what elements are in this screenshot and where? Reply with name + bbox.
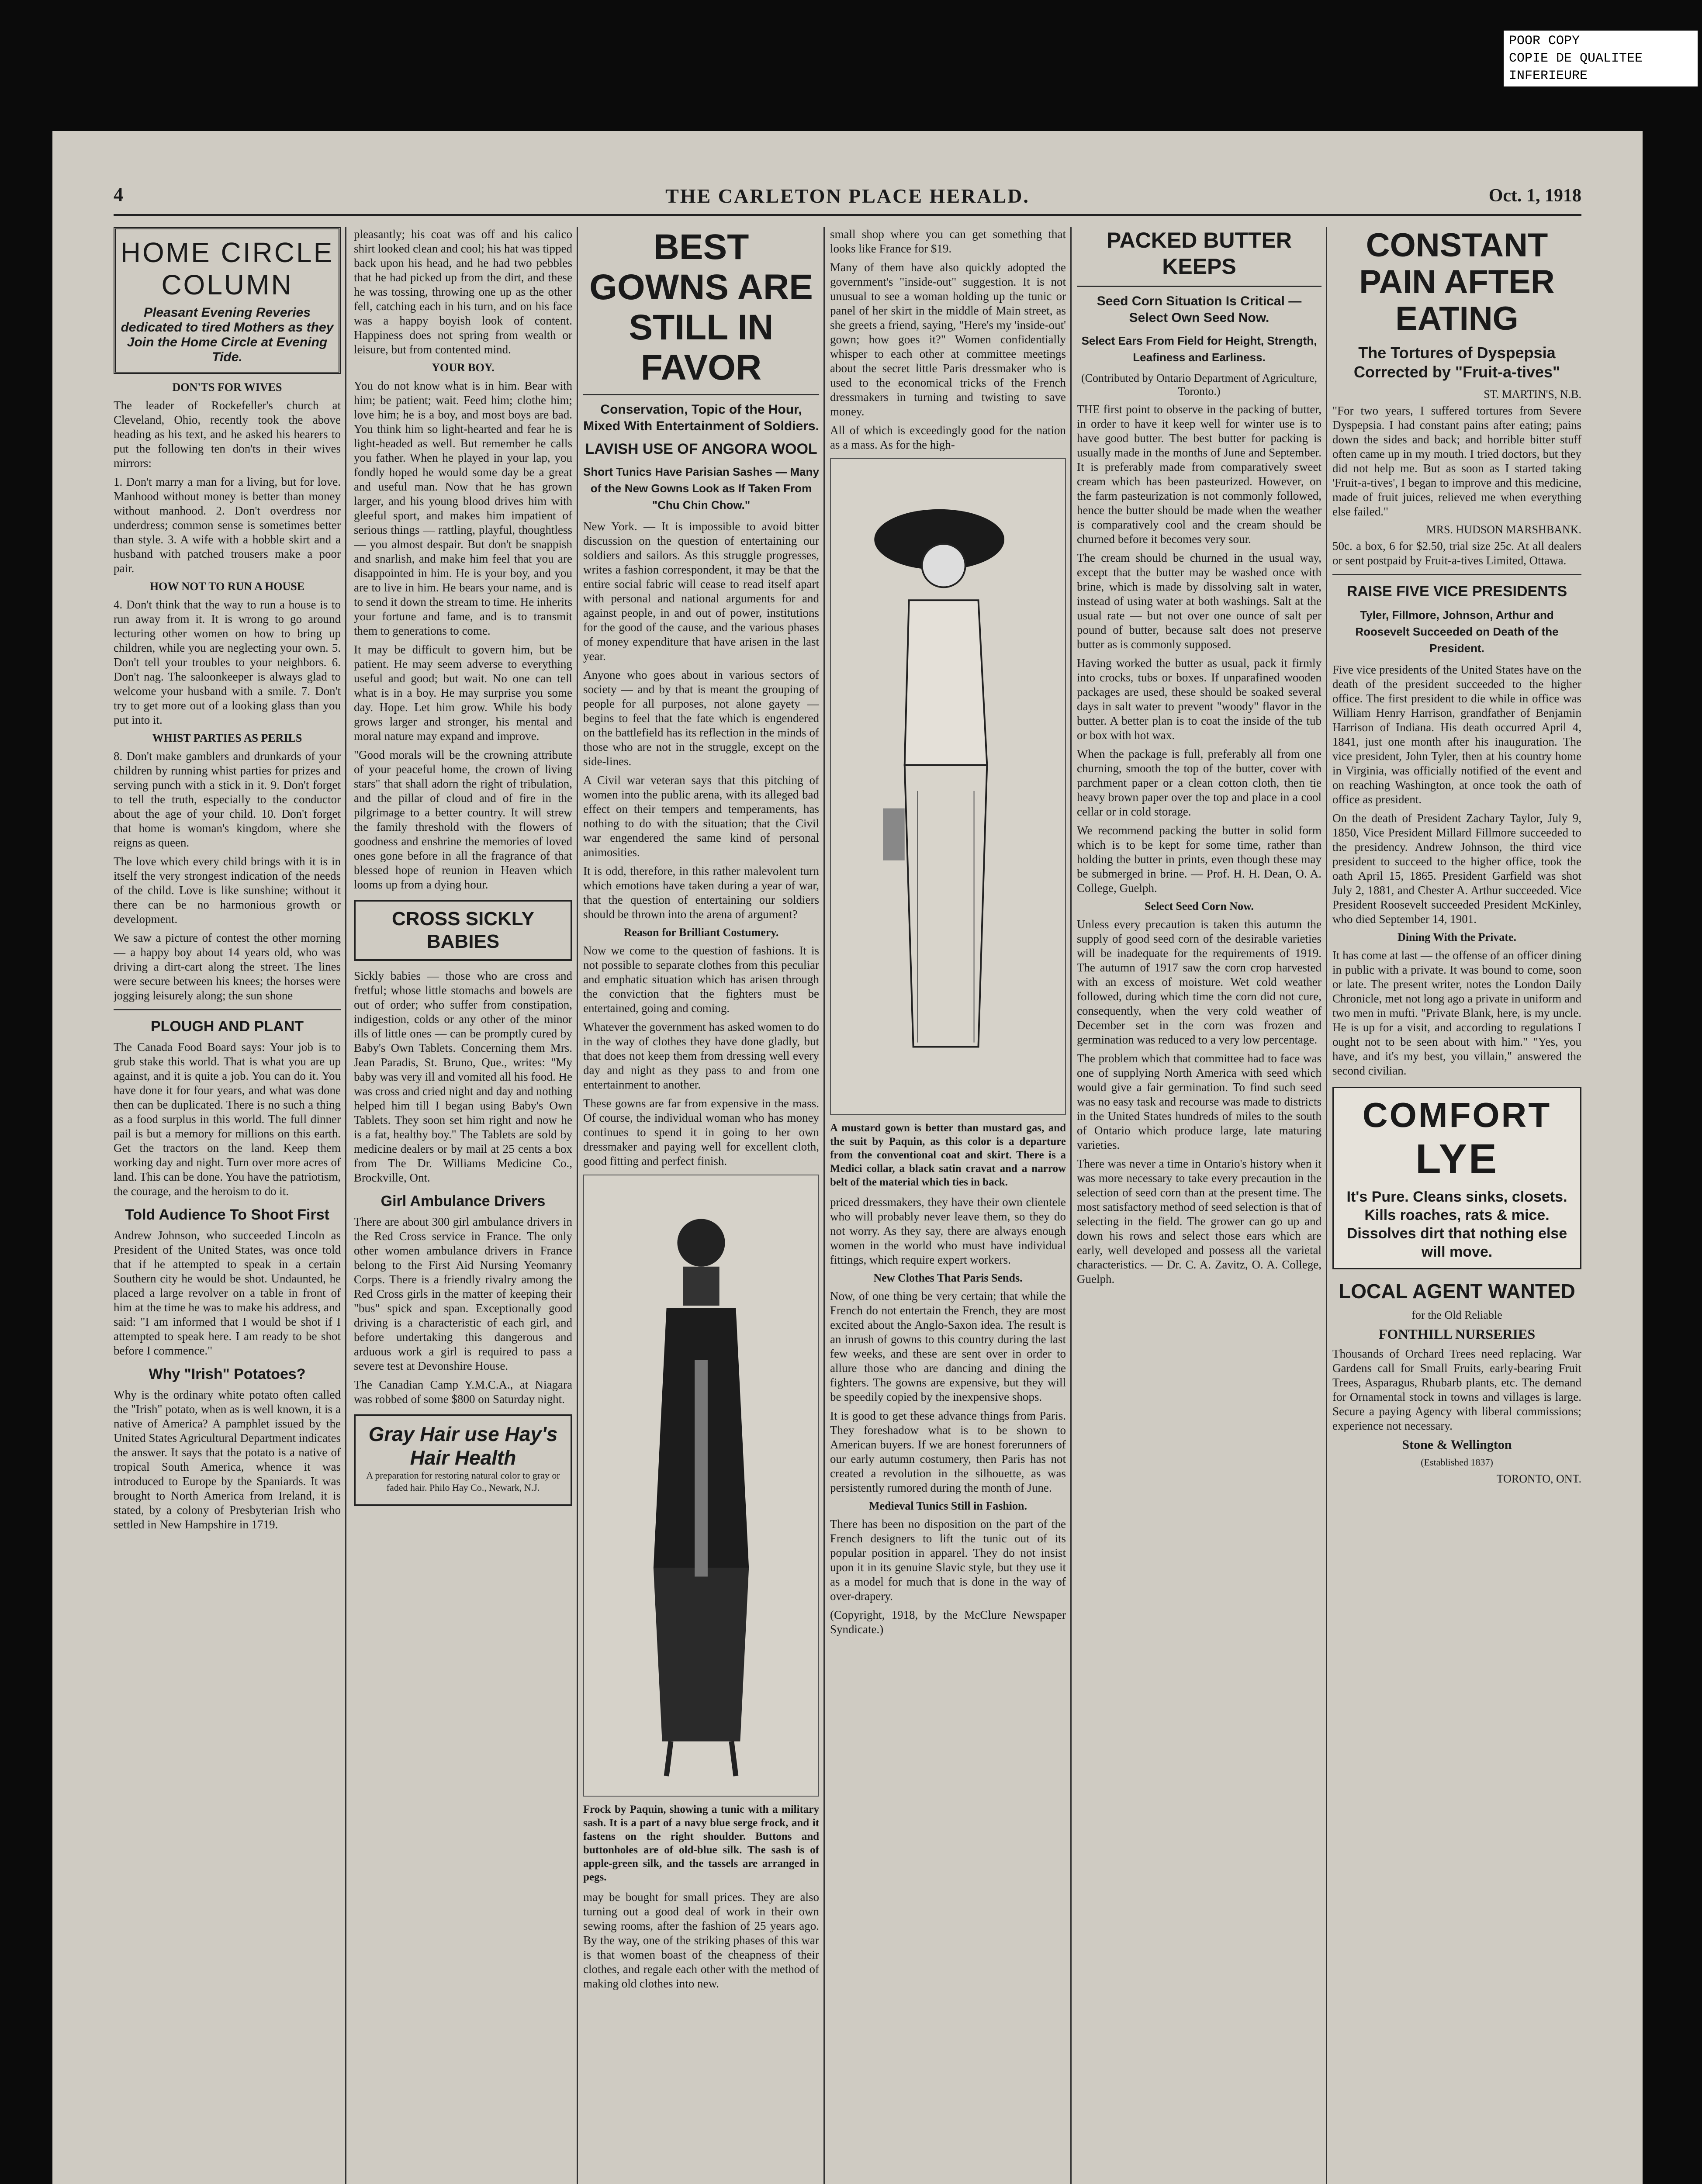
article-paragraph: pleasantly; his coat was off and his calico shirt looked clean and cool; his hat was tipped back upon his head, and he had two pebbles that he had picked up from the dirt, and these he was tossing, throwing one up as the other fell, catching each in his turn, and on his face was a happy boyish look of content. Happiness does not spring from wealth or leisure, but from contented mind. [354,228,572,356]
article-paragraph: The love which every child brings with it is in itself the very strongest indication of the needs of the child. Love is like sunshine; without it there can be no harmonious growth or development. [114,855,341,926]
gray-hair-ad [354,1414,572,1506]
article-paragraph: These gowns are far from expensive in the mass. Of course, the individual woman who has money continues to spend it in going to her own dressmaker and paying well for excellent cloth, good fitting and perfect finish. [583,1097,819,1168]
article-paragraph: The problem which that committee had to face was one of supplying North America with seed which would give a fair germination. To find such seed was no easy task and recourse was made to districts in the United States hundreds of miles to the south of Ontario which produce large, late maturing varieties. [1077,1052,1321,1151]
deck: The Tortures of Dyspepsia Corrected by "Fruit-a-tives" [1353,344,1560,381]
agent-subline: for the Old Reliable [1411,1309,1502,1321]
article-paragraph: All of which is exceedingly good for the nation as a mass. As for the high- [830,424,1066,451]
article-paragraph: The cream should be churned in the usual way, except that the butter may be washed once with brine, which is made by dissolving salt in water, instead of using water at both washings. Salt at the usual rate — but not over one ounce of salt per pound of butter, because salt does not preserve butter as is commonly supposed. [1077,551,1321,651]
stamp-line-1: POOR COPY [1509,34,1580,48]
column-best-gowns [583,227,819,2184]
article-paragraph: We recommend packing the butter in solid form which is to be kept for some time, rather than holding the butter in prints, even though these may be submerged in brine. — Prof. H. H. Dean, O. A. College, Guelph. [1077,824,1321,895]
lye-label: LYE [1415,1136,1498,1182]
article-paragraph: Now, of one thing be very certain; that while the French do not entertain the French, they are most excited about the Anglo-Saxon idea. The result is an inrush of gowns to this country during the last few weeks, and these are sent over in order to allure those who are dancing and dining the fighters. The gowns are expensive, but they will be speedily copied by the inexpensive shops. [830,1289,1066,1403]
headline-agent-wanted: LOCAL AGENT WANTED [1339,1280,1575,1303]
illustration-caption: Frock by Paquin, showing a tunic with a military sash. It is a part of a navy blue serge frock, and it fastens on the right shoulder. Buttons and buttonholes are of old-blue silk. The sash is of apple-green silk, and the tassels are arranged in pegs. [583,1804,819,1883]
column-packed-butter [1077,227,1321,2184]
article-paragraph: It has come at last — the offense of an officer dining in public with a private. It was bound to come, soon or late. The present writer, notes the London Daily Chronicle, met not long ago a private in uniform and two men in mufti. "Private Blank, here, is my uncle. He is up for a visit, and according to regulations I ought not to be seen about with him." "Yes, you have, and it's my best, you villain," answered the second civilian. [1332,949,1581,1077]
article-paragraph: You do not know what is in him. Bear with him; be patient; wait. Feed him; clothe him; love him; he is a boy, and most boys are bad. You think him so light-hearted and fear he is light-headed as well. But remember he calls you father. When he played in your lap, you fondly hoped he would some day be a great and useful man. Now that he has grown larger, and his young blood drives him with gleeful sport, and makes him impatient of serious things — rattling, playful, thoughtless — you almost despair. But don't be snappish and snarlish, and make him feel that you are disappointed in him. He is your boy, and you are to live in him. He bears your name, and is to send it down the stream to time. He inherits your fortune and fame, and is to transmit them to generations to come. [354,379,572,637]
article-paragraph: There has been no disposition on the part of the French designers to lift the tunic out of its popular position in apparel. They do not insist upon it in its genuine Slavic style, but they use it as a model for much that is done in the way of over-drapery. [830,1517,1066,1603]
article-paragraph: Unless every precaution is taken this autumn the supply of good seed corn of the desirable varieties will be inadequate for the requirements of 1919. The autumn of 1917 saw the corn crop harvested with an excess of moisture. Wet cold weather followed, during which time the corn did not cure, consequently, when the very cold weather of December set in the corn was frozen and germination was reduced to a very low percentage. [1077,918,1321,1046]
divider [114,1009,341,1010]
section-heading: Select Seed Corn Now. [1145,900,1254,912]
masthead [114,183,1581,216]
page-number: 4 [114,184,123,205]
article-paragraph: small shop where you can get something that looks like France for $19. [830,228,1066,255]
article-paragraph: On the death of President Zachary Taylor, July 9, 1850, Vice President Millard Fillmore succeeded to the presidency. Andrew Johnson, the third vice president to succeed to the higher office, took the oath April 15, 1865. President Garfield was shot July 2, 1881, and Chester A. Arthur succeeded. Vice President Roosevelt succeeded President McKinley, who died September 14, 1901. [1332,812,1581,926]
section-heading: HOW NOT TO RUN A HOUSE [149,580,305,593]
article-paragraph: We saw a picture of contest the other morning — a happy boy about 14 years old, who was driving a dirt-cart along the street. The lines were secure between his knees; the horses were jogging leisurely along; the sun shone [114,931,341,1002]
gray-hair-slogan: Gray Hair use Hay's Hair Health [368,1423,558,1469]
article-paragraph: "Good morals will be the crowning attribute of your peaceful home, the crown of living stars" that shall adorn the right of tribulation, and the pillar of cloud and of fire in the pilgrimage to a better country. It will strew the family threshold with the flowers of goodness and enshrine the memories of loved ones gone before in all the fragrance of that blessed hope of reunion in Heaven which looms up from a dying hour. [354,748,572,891]
column-your-boy [354,227,572,2184]
column-rule [577,227,578,2184]
woman-figure-icon [584,1175,818,1796]
divider [583,394,819,395]
article-paragraph: Andrew Johnson, who succeeded Lincoln as President of the United States, was once told that if he attempted to speak in a certain Southern city he would be shot. Undaunted, he placed a large revolver on a table in front of him at the time he was to make his address, and said: "I am informed that I would be shot if I attempted to speak here. I am ready to be shot before I commence." [114,1229,341,1357]
article-paragraph: The Canadian Camp Y.M.C.A., at Niagara was robbed of some $800 on Saturday night. [354,1378,572,1406]
article-paragraph: Whatever the government has asked women to do in the way of clothes they have done gladly, but that does not keep them from dressing well every day and night as they pass to and from one entertainment to another. [583,1020,819,1091]
divider [1332,574,1581,575]
section-heading: Reason for Brilliant Costumery. [623,926,779,939]
headline-told-audience: Told Audience To Shoot First [125,1206,329,1223]
deck: LAVISH USE OF ANGORA WOOL [585,441,817,457]
mustard-gown-illustration [830,458,1066,1115]
article-paragraph: Sickly babies — those who are cross and fretful; whose little stomachs and bowels are out of order; who suffer from constipation, indigestion, colds or any other of the minor ills of little ones — can be promptly cured by Baby's Own Tablets. Concerning them Mrs. Jean Paradis, St. Bruno, Que., writes: "My baby was very ill and vomited all his food. He was cross and cried night and day and nothing helped him till I began using Baby's Own Tablets. They soon set him right and now he is a fat, healthy boy." The Tablets are sold by medicine dealers or by mail at 25 cents a box from The Dr. Williams Medicine Co., Brockville, Ont. [354,969,572,1184]
article-paragraph: There was never a time in Ontario's history when it was more necessary to take every precaution in the selection of seed corn than at the present time. The most satisfactory method of seed selection is that of selecting in the field. The grower can go up and down his rows and select those ears which are early, well developed and possess all the varietal characteristics. — Dr. C. A. Zavitz, O. A. College, Guelph. [1077,1157,1321,1286]
headline-vice-presidents: RAISE FIVE VICE PRESIDENTS [1346,583,1567,600]
article-paragraph: Five vice presidents of the United States have on the death of the president succeeded to the higher office. The first president to die while in office was William Henry Harrison, grandfather of Benjamin Harrison of Indiana. His death occurred April 4, 1841, just one month after his inauguration. The vice president, John Tyler, then at his country home in Virginia, was officially notified of the event and on reaching Washington, at once took the oath of office as president. [1332,663,1581,806]
column-rule [823,227,825,2184]
firm-name: Stone & Wellington [1402,1438,1512,1452]
article-paragraph: Now we come to the question of fashions. It is not possible to separate clothes from this peculiar and emphatic situation which has arisen through the conviction that the fighters must be entertained, going and coming. [583,944,819,1015]
column-rule [345,227,346,2184]
headline-best-gowns: BEST GOWNS ARE STILL IN FAVOR [589,227,813,387]
column-rule [1070,227,1072,2184]
headline-constant-pain: CONSTANT PAIN AFTER EATING [1359,227,1555,337]
article-paragraph: Why is the ordinary white potato often called the "Irish" potato, when as is well known, it is a native of America? A pamphlet issued by the United States Agricultural Department indicates the answer. It says that the potato is a native of tropical South America, whence it was introduced to Europe by the Spaniards. It was brought to North America from Ireland, it is stated, by a colony of Presbyterian Irish who settled in New Hampshire in 1719. [114,1388,341,1531]
article-paragraph: Having worked the butter as usual, pack it firmly into crocks, tubs or boxes. If unparafined wooden packages are used, these should be soaked several days in salt water to prevent "woody" flavor in the butter. A better plan is to coat the inside of the tub or box with hot wax. [1077,657,1321,742]
article-paragraph: may be bought for small prices. They are also turning out a good deal of work in their own sewing rooms, after the fashion of 25 years ago. By the way, one of the striking phases of this war is that women boast of the cheapness of their clothes, and regale each other with the method of making old clothes into new. [583,1890,819,1990]
section-heading: Dining With the Private. [1397,931,1517,943]
article-paragraph: The Canada Food Board says: Your job is to grub stake this world. That is what you are up against, and it is quite a job. You can do it. You have done it for four years, and what was done then can be duplicated. There is no such a thing as a food surplus in this world. The full dinner pail is but a memory for millions on this earth. Get the tractors on the land. Keep them working day and night. Turn over more acres of land. This can be done. You have the patriotism, the courage, and the heroism to do it. [114,1040,341,1198]
comfort-lye-ad [1332,1087,1581,1269]
headline-packed-butter: PACKED BUTTER KEEPS [1106,228,1292,279]
illustration-caption: A mustard gown is better than mustard gas, and the suit by Paquin, as this color is a departure from the conventional coat and skirt. There is a Medici collar, a black satin cravat and a narrow belt of the material which ties in back. [830,1122,1066,1188]
article-paragraph: priced dressmakers, they have their own clientele who will probably never leave them, so they do not worry. As they say, there are always enough women in the world who must have individual fittings, which require expert workers. [830,1196,1066,1266]
headline-girl-ambulance: Girl Ambulance Drivers [381,1193,546,1209]
woman-hat-figure-icon [831,459,1065,1114]
cross-babies-ad [354,900,572,961]
article-paragraph: The leader of Rockefeller's church at Cleveland, Ohio, recently took the above heading as his text, and he asked his hearers to put the following ten don'ts in their wives mirrors: [114,399,341,470]
article-paragraph: "For two years, I suffered tortures from Severe Dyspepsia. I had constant pains after eating; pains down the sides and back; and horrible bitter stuff often came up in my mouth. I tried doctors, but they did not help me. But as soon as I started taking 'Fruit-a-tives', I began to improve and this medicine, made of fruit juices, relieved me when everything else failed." [1332,404,1581,518]
stamp-line-2: COPIE DE QUALITEE INFERIEURE [1509,51,1643,83]
divider [1077,286,1321,287]
testimonial-signature: MRS. HUDSON MARSHBANK. [1426,523,1581,536]
contributor-line: (Contributed by Ontario Department of Agriculture, Toronto.) [1081,372,1318,397]
home-circle-subtitle: Pleasant Evening Reveries dedicated to tired Mothers as they Join the Home Circle at Evening Tide. [121,305,334,364]
dateline: ST. MARTIN'S, N.B. [1484,388,1581,401]
article-paragraph: THE first point to observe in the packing of butter, in order to have it keep well for winter use is to have good butter. The best butter for packing is usually made in the months of June and September. It is preferably made from comparatively sweet cream which has been pasteurized. However, on the farm pasteurization is not commonly followed, hence the butter should be made when the weather is comparatively cool and the cream should be churned before it becomes very sour. [1077,403,1321,546]
column-home-circle [114,227,341,2184]
home-circle-title: HOME CIRCLE COLUMN [120,237,334,301]
headline-cross-babies: CROSS SICKLY BABIES [391,908,534,952]
article-paragraph: When the package is full, preferably all from one churning, smooth the top of the butter, cover with parchment paper or a clean cotton cloth, then tie heavy brown paper over the top and place in a cool cellar or in cold storage. [1077,747,1321,818]
article-paragraph: Anyone who goes about in various sectors of society — and by that is meant the grouping of people for all purposes, not alone gayety — begins to feel that the fate which is engendered on the battlefield has its reflection in the minds of those who are not in the struggle, except on the side-lines. [583,668,819,768]
deck: Seed Corn Situation Is Critical — Select Own Seed Now. [1097,294,1302,325]
price-line: 50c. a box, 6 for $2.50, trial size 25c. At all dealers or sent postpaid by Fruit-a-tives Limited, Ottawa. [1332,539,1581,567]
copyright-line: (Copyright, 1918, by the McClure Newspaper Syndicate.) [830,1608,1066,1636]
lye-slogan: It's Pure. Cleans sinks, closets. Kills roaches, rats & mice. Dissolves dirt that nothing else will move. [1346,1189,1567,1260]
article-paragraph: Thousands of Orchard Trees need replacing. War Gardens call for Small Fruits, early-bearing Fruit Trees, Asparagus, Rhubarb plants, etc. The demand for Ornamental stock in towns and villages is large. Secure a paying Agency with liberal commissions; experience not necessary. [1332,1347,1581,1432]
column-constant-pain [1332,227,1581,2184]
paquin-frock-illustration [583,1175,819,1797]
newspaper-page [52,131,1643,2184]
article-paragraph: There are about 300 girl ambulance drivers in the Red Cross service in France. The only other women ambulance drivers in France belong to the First Aid Nursing Yeomanry Corps. There is a friendly rivalry among the Red Cross girls in the matter of keeping their "bus" spick and span. Exceptionally good driving is a characteristic of each girl, and before undertaking this dangerous and arduous work a girl is required to pass a severe test at Devonshire House. [354,1215,572,1372]
article-paragraph: It is odd, therefore, in this rather malevolent turn which emotions have taken during a year of war, that the question of entertaining our soldiers should be thrown into the arena of argument? [583,864,819,921]
article-paragraph: 1. Don't marry a man for a living, but for love. Manhood without money is better than money without manhood. 2. Don't overdress nor underdress; common sense is sometimes better than style. 3. A wife with a hobble skirt and a husband with patched trousers make a poor pair. [114,475,341,575]
article-paragraph: 4. Don't think that the way to run a house is to run away from it. It is wrong to go around lecturing other women on how to bring up children, while you are neglecting your own. 5. Don't tell your troubles to your neighbors. 6. Don't nag. The saloonkeeper is always glad to welcome your husband with a smile. 7. Don't try to get more out of a looking glass than you put into it. [114,598,341,726]
headline-plough: PLOUGH AND PLANT [150,1018,304,1035]
newspaper-title: THE CARLETON PLACE HERALD. [665,185,1030,207]
section-heading: YOUR BOY. [432,361,495,374]
quality-stamp [1504,31,1698,86]
column-gowns-continued [830,227,1066,2184]
column-rule [1326,227,1327,2184]
section-heading: DON'TS FOR WIVES [172,381,282,394]
home-circle-header [114,227,341,374]
article-paragraph: It is good to get these advance things from Paris. They foreshadow what is to be shown to American buyers. If we are honest forerunners of our early autumn costumery, then Paris has not created a revolution in the silhouette, as was persistently rumored during the month of June. [830,1409,1066,1494]
section-heading: New Clothes That Paris Sends. [873,1272,1023,1284]
article-paragraph: A Civil war veteran says that this pitching of women into the public arena, with its alleged bad effect on their tempers and temperaments, has nothing to do with the situation; that the Civil war engendered the same kind of personal animosities. [583,774,819,859]
deck: Tyler, Fillmore, Johnson, Arthur and Roosevelt Succeeded on Death of the President. [1355,608,1559,655]
gray-hair-fineprint: A preparation for restoring natural color to gray or faded hair. Philo Hay Co., Newark, N.J. [366,1470,560,1493]
deck: Conservation, Topic of the Hour, Mixed With Entertainment of Soldiers. [583,402,819,433]
section-heading: WHIST PARTIES AS PERILS [152,732,302,744]
established-line: (Established 1837) [1421,1457,1493,1468]
article-paragraph: It may be difficult to govern him, but be patient. He may seem adverse to everything useful and good; but wait. No one can tell what is in a boy. He may surprise you some day. Hope. Let him grow. While his body grows larger and stronger, his mental and moral nature may expand and improve. [354,643,572,743]
article-paragraph: Many of them have also quickly adopted the government's "inside-out" suggestion. It is not unusual to see a woman holding up the tunic or panel of her skirt in the middle of Main street, as she greets a friend, saying, "Here's my 'inside-out' gown; how goes it?" Women confidentially whisper to each other at committee meetings about the secret little Paris dressmaker who is used to the economical tricks of the French dressmakers in turning and twisting to save money. [830,261,1066,418]
nursery-name: FONTHILL NURSERIES [1378,1326,1536,1342]
section-heading: Medieval Tunics Still in Fashion. [869,1500,1027,1512]
deck: Select Ears From Field for Height, Strength, Leafiness and Earliness. [1081,334,1317,364]
deck: Short Tunics Have Parisian Sashes — Many of the New Gowns Look as If Taken From "Chu Chin Chow." [583,465,819,511]
article-paragraph: New York. — It is impossible to avoid bitter discussion on the question of entertaining our soldiers and sailors. As this struggle progresses, writes a fashion correspondent, it may be that the entire social fabric will cease to read itself apart with personal and national arguments for and against people, in and out of power, institutions for the good of the cause, and the various phases of money expenditure that have arisen in the last year. [583,520,819,663]
issue-date: Oct. 1, 1918 [1488,186,1581,206]
headline-irish-potatoes: Why "Irish" Potatoes? [149,1366,306,1382]
firm-city: TORONTO, ONT. [1496,1472,1581,1485]
lye-brand: COMFORT [1362,1095,1552,1134]
article-paragraph: 8. Don't make gamblers and drunkards of your children by running whist parties for prizes and serving punch with a stick in it. 9. Don't forget to tell the truth, especially to the conductor about the age of your child. 10. Don't forget that home is woman's kingdom, where she reigns as queen. [114,750,341,849]
